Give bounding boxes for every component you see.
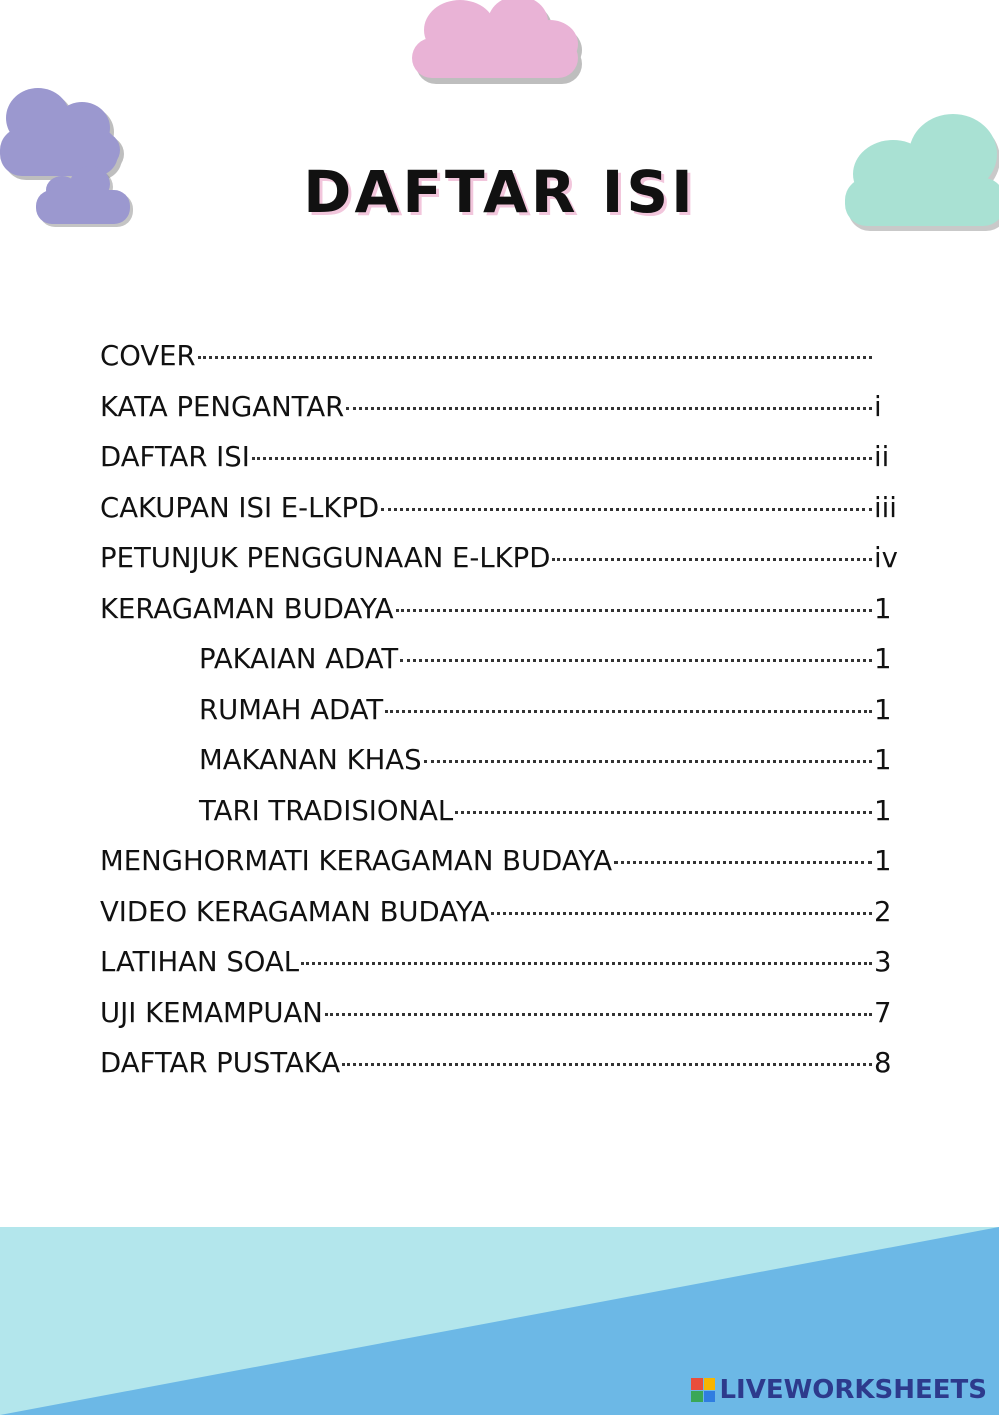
toc-dot-leader bbox=[552, 558, 872, 561]
toc-entry-page: 3 bbox=[874, 946, 892, 978]
toc-entry-page: 1 bbox=[874, 643, 892, 675]
toc-dot-leader bbox=[396, 609, 872, 612]
liveworksheets-icon bbox=[691, 1378, 715, 1402]
toc-entry bbox=[100, 533, 900, 584]
toc-entry bbox=[100, 735, 900, 786]
brand-name: LIVEWORKSHEETS bbox=[719, 1375, 987, 1405]
toc-entry bbox=[100, 988, 900, 1039]
toc-entry-label: RUMAH ADAT bbox=[199, 693, 384, 726]
toc-entry bbox=[100, 634, 900, 685]
toc-entry bbox=[100, 786, 900, 837]
toc-dot-leader bbox=[455, 811, 872, 814]
toc-entry bbox=[100, 937, 900, 988]
toc-entry bbox=[100, 836, 900, 887]
toc-dot-leader bbox=[198, 356, 872, 359]
toc-entry bbox=[100, 331, 900, 382]
toc-entry-label: KERAGAMAN BUDAYA bbox=[100, 592, 394, 625]
toc-dot-leader bbox=[385, 710, 872, 713]
toc-entry-page: iii bbox=[874, 491, 897, 524]
toc-dot-leader bbox=[400, 659, 872, 662]
toc-entry-page: 1 bbox=[874, 845, 892, 877]
toc-entry-page: ii bbox=[874, 441, 890, 473]
toc-entry bbox=[100, 685, 900, 736]
toc-entry bbox=[100, 887, 900, 938]
toc-entry-label: PETUNJUK PENGGUNAAN E-LKPD bbox=[100, 542, 551, 574]
toc-entry-page: 1 bbox=[874, 744, 892, 776]
toc-dot-leader bbox=[381, 508, 872, 511]
toc-dot-leader bbox=[614, 861, 872, 864]
toc-entry bbox=[100, 382, 900, 433]
toc-dot-leader bbox=[424, 760, 872, 763]
toc-entry bbox=[100, 432, 900, 483]
toc-entry-page: iv bbox=[874, 542, 898, 574]
table-of-contents bbox=[100, 331, 900, 1089]
toc-entry bbox=[100, 584, 900, 635]
toc-entry-page: 1 bbox=[874, 794, 892, 827]
toc-entry-label: KATA PENGANTAR bbox=[100, 390, 345, 423]
toc-dot-leader bbox=[325, 1013, 872, 1016]
toc-entry-label: MAKANAN KHAS bbox=[199, 744, 422, 776]
toc-entry-page: i bbox=[874, 390, 882, 423]
toc-dot-leader bbox=[491, 912, 872, 915]
toc-entry-page: 1 bbox=[874, 693, 892, 726]
toc-entry-page: 1 bbox=[874, 592, 892, 625]
toc-entry-label: DAFTAR PUSTAKA bbox=[100, 1047, 341, 1079]
toc-entry-label: COVER bbox=[100, 340, 196, 372]
toc-entry-label: VIDEO KERAGAMAN BUDAYA bbox=[100, 895, 490, 928]
toc-dot-leader bbox=[346, 407, 872, 410]
toc-entry-label: UJI KEMAMPUAN bbox=[100, 996, 323, 1029]
toc-entry-label: PAKAIAN ADAT bbox=[199, 643, 399, 675]
toc-entry-label: MENGHORMATI KERAGAMAN BUDAYA bbox=[100, 845, 613, 877]
toc-entry-page: 8 bbox=[874, 1047, 892, 1079]
toc-dot-leader bbox=[301, 962, 872, 965]
toc-entry-label: CAKUPAN ISI E-LKPD bbox=[100, 491, 380, 524]
toc-entry-label: DAFTAR ISI bbox=[100, 441, 250, 473]
toc-dot-leader bbox=[252, 457, 872, 460]
toc-entry-label: TARI TRADISIONAL bbox=[199, 794, 454, 827]
toc-entry bbox=[100, 1038, 900, 1089]
toc-entry-page: 2 bbox=[874, 895, 892, 928]
pink-cloud-icon bbox=[400, 0, 590, 96]
toc-entry-page: 7 bbox=[874, 996, 892, 1029]
liveworksheets-logo bbox=[691, 1375, 987, 1405]
page-title: DAFTAR ISI bbox=[303, 158, 696, 226]
toc-dot-leader bbox=[342, 1063, 872, 1066]
toc-entry-label: LATIHAN SOAL bbox=[100, 946, 300, 978]
toc-entry bbox=[100, 483, 900, 534]
